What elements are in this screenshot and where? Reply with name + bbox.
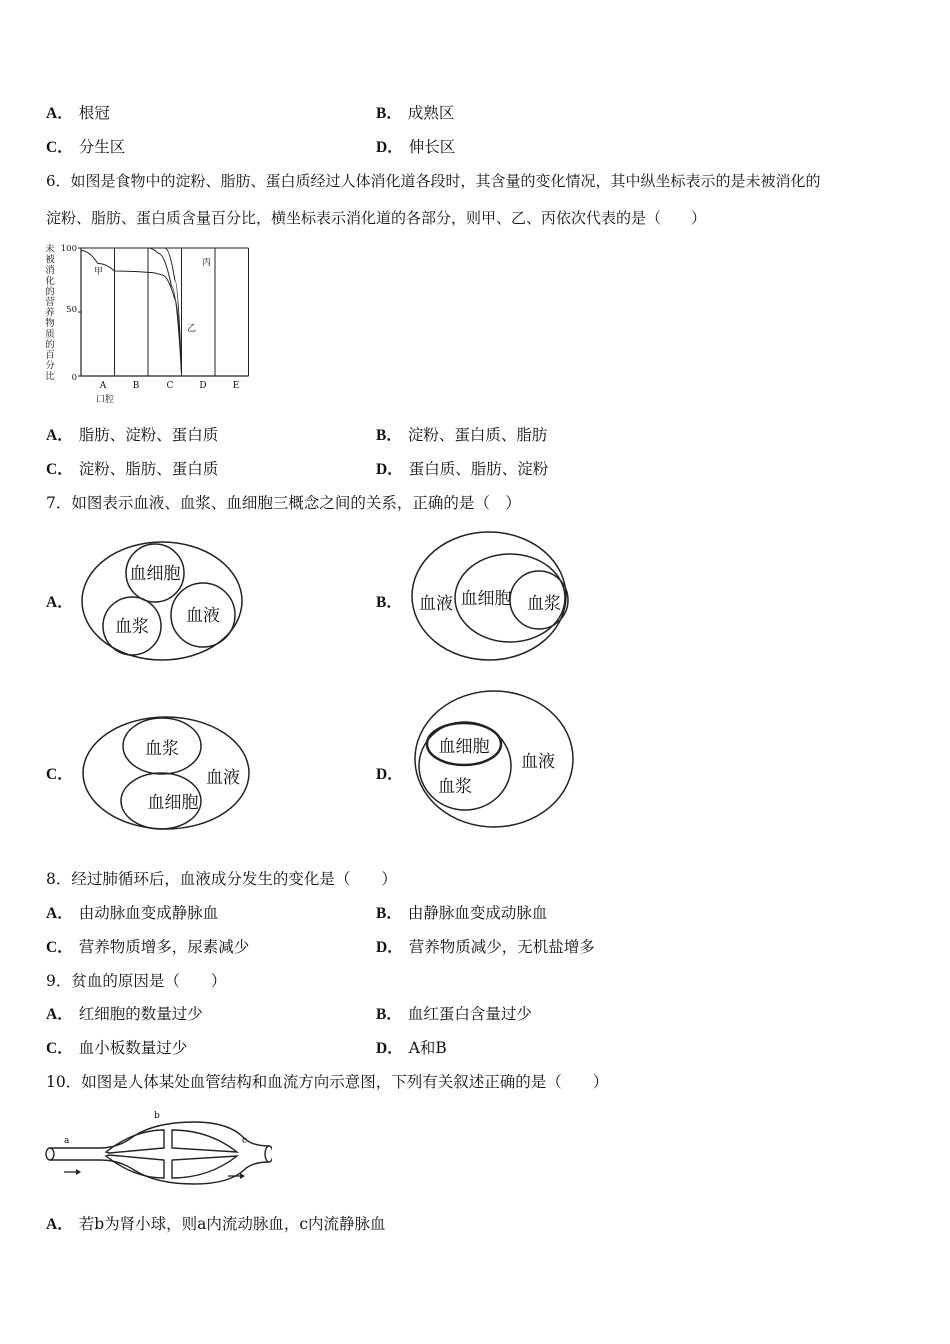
flow-arrow-left <box>64 1169 81 1175</box>
q5-option-b: B． 成熟区 <box>376 104 455 122</box>
label-c: c <box>242 1136 248 1146</box>
venn-diagram-b <box>406 528 576 668</box>
b-label-cells: 血细胞 <box>460 589 512 609</box>
q8-question: 8．经过肺循环后，血液成分发生的变化是（ ） <box>46 870 397 888</box>
q10-option-a: A． 若b为肾小球，则a内流动脉血，c内流静脉血 <box>46 1215 386 1233</box>
venn-diagram-c <box>80 713 255 833</box>
x-tick-c: C <box>166 381 174 391</box>
x-sublabel: 口腔 <box>95 395 115 405</box>
q8-option-b: B． 由静脉血变成动脉血 <box>376 904 548 922</box>
x-tick-e: E <box>232 381 240 391</box>
y-axis-label <box>45 243 55 382</box>
q6-option-a: A． 脂肪、淀粉、蛋白质 <box>46 426 219 444</box>
y-tick-50: 50 <box>66 305 77 315</box>
plot-area <box>78 248 249 376</box>
q8-option-a: A． 由动脉血变成静脉血 <box>46 904 219 922</box>
q7-label-d: D． <box>376 766 403 783</box>
series-label-yi: 乙 <box>187 324 197 334</box>
q10-question: 10．如图是人体某处血管结构和血流方向示意图，下列有关叙述正确的是（ ） <box>46 1073 609 1091</box>
y-tick-0: 0 <box>71 373 77 383</box>
q7-label-b: B． <box>376 594 402 611</box>
x-tick-d: D <box>199 381 207 391</box>
q6-question-line2: 淀粉、脂肪、蛋白质含量百分比，横坐标表示消化道的各部分，则甲、乙、丙依次代表的是（ ） <box>46 209 707 227</box>
venn-diagram-a <box>78 540 248 665</box>
a-label-cells: 血细胞 <box>129 564 181 584</box>
a-label-plasma: 血浆 <box>115 617 149 637</box>
q8-option-d: D． 营养物质减少，无机盐增多 <box>376 938 595 956</box>
venn-diagram-d <box>408 686 578 832</box>
b-label-plasma: 血浆 <box>527 594 561 614</box>
d-label-cells: 血细胞 <box>438 737 490 757</box>
d-label-plasma: 血浆 <box>438 777 472 797</box>
capillary-network-diagram <box>44 1108 272 1196</box>
q5-option-a: A． 根冠 <box>46 104 110 122</box>
q8-option-c: C． 营养物质增多，尿素减少 <box>46 938 250 956</box>
label-a: a <box>64 1136 70 1146</box>
series-label-bing: 丙 <box>202 258 212 268</box>
x-tick-b: B <box>132 381 140 391</box>
q6-option-d: D． 蛋白质、脂肪、淀粉 <box>376 460 549 478</box>
d-label-blood: 血液 <box>521 752 555 772</box>
q9-option-d: D． A和B <box>376 1039 447 1057</box>
q9-question: 9．贫血的原因是（ ） <box>46 972 227 990</box>
b-label-blood: 血液 <box>419 594 453 614</box>
q7-label-c: C． <box>46 766 73 783</box>
svg-text:未被消化的营养物质的百分比: 未被消化的营养物质的百分比 <box>45 244 55 383</box>
q7-question: 7．如图表示血液、血浆、血细胞三概念之间的关系，正确的是（ ） <box>46 494 521 512</box>
c-label-cells: 血细胞 <box>147 793 199 813</box>
q6-question-line1: 6．如图是食物中的淀粉、脂肪、蛋白质经过人体消化道各段时，其含量的变化情况，其中纵坐标表示的是未被消化的 <box>46 172 821 190</box>
c-label-plasma: 血浆 <box>145 739 179 759</box>
q5-option-c: C． 分生区 <box>46 138 126 156</box>
q9-option-a: A． 红细胞的数量过少 <box>46 1005 203 1023</box>
series-label-jia: 甲 <box>94 267 104 277</box>
q6-option-b: B． 淀粉、蛋白质、脂肪 <box>376 426 548 444</box>
y-tick-100: 100 <box>60 244 77 254</box>
a-label-blood: 血液 <box>186 606 220 626</box>
digestion-chart <box>40 243 265 408</box>
q6-option-c: C． 淀粉、脂肪、蛋白质 <box>46 460 219 478</box>
c-label-blood: 血液 <box>206 768 240 788</box>
q9-option-b: B． 血红蛋白含量过少 <box>376 1005 532 1023</box>
q5-option-d: D． 伸长区 <box>376 138 456 156</box>
q7-label-a: A． <box>46 594 73 611</box>
x-tick-a: A <box>99 381 107 391</box>
q9-option-c: C． 血小板数量过少 <box>46 1039 188 1057</box>
label-b: b <box>154 1111 160 1121</box>
